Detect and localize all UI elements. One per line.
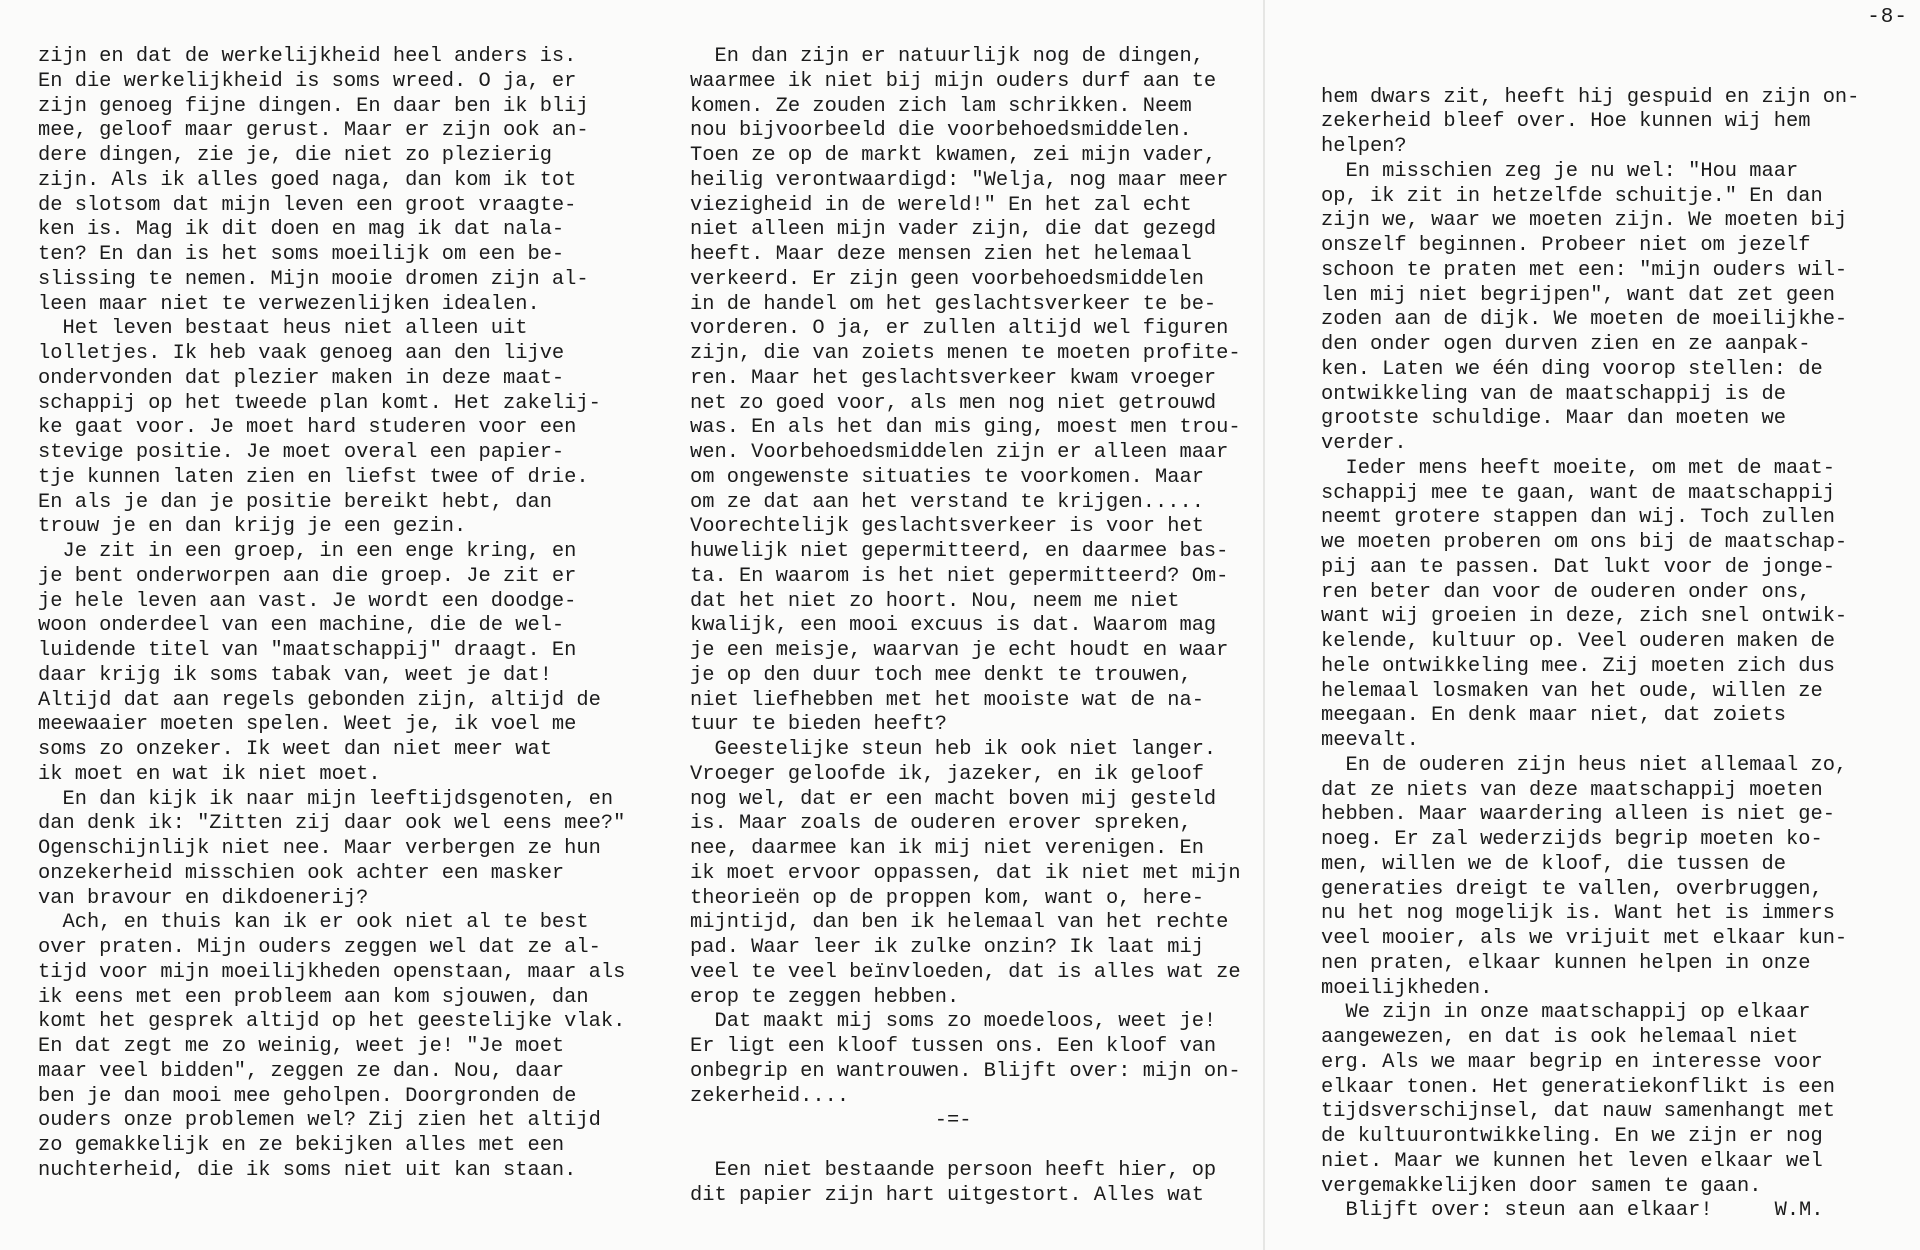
text-line: Voorechtelijk geslachtsverkeer is voor het [690, 515, 1204, 539]
text-line: komt het gesprek altijd op het geestelijke vlak. [38, 1010, 626, 1034]
text-line: kelende, kultuur op. Veel ouderen maken de [1321, 630, 1835, 653]
text-line: schappij mee te gaan, want de maatschappij [1321, 481, 1835, 505]
text-line: je op den duur toch mee denkt te trouwen, [690, 663, 1192, 687]
text-line: was. En als het dan mis ging, moest men trou- [690, 416, 1241, 440]
text-line: ik moet ervoor oppassen, dat ik niet met mijn [690, 861, 1241, 885]
text-line: Je zit in een groep, in een enge kring, en [38, 540, 577, 563]
text-line: komen. Ze zouden zich lam schrikken. Neem [690, 94, 1192, 118]
text-line: ben je dan mooi mee geholpen. Doorgronden de [38, 1084, 577, 1108]
text-line: dan denk ik: "Zitten zij daar ook wel eens mee?" [38, 812, 626, 836]
text-column-middle [690, 45, 1241, 1208]
text-line: Toen ze op de markt kwamen, zei mijn vader, [690, 144, 1217, 167]
text-line: Er ligt een kloof tussen ons. Een kloof van [690, 1035, 1217, 1058]
text-line: En die werkelijkheid is soms wreed. O ja, er [38, 69, 577, 93]
text-line: veel mooier, als we vrijuit met elkaar kun- [1321, 927, 1848, 950]
text-line: hem dwars zit, heeft hij gespuid en zijn on- [1321, 85, 1860, 109]
text-line: erop te zeggen hebben. [690, 985, 960, 1009]
text-line: leen maar niet te verwezenlijken idealen. [38, 292, 540, 316]
text-line: stevige positie. Je moet overal een papier- [38, 441, 565, 464]
text-line: We zijn in onze maatschappij op elkaar [1321, 1001, 1811, 1025]
text-line: zekerheid.... [690, 1084, 850, 1108]
text-line: En de ouderen zijn heus niet allemaal zo, [1321, 753, 1848, 777]
text-line: elkaar tonen. Het generatiekonflikt is een [1321, 1075, 1835, 1099]
text-line: zoden aan de dijk. We moeten de moeilijkhe- [1321, 308, 1848, 332]
text-line: net zo goed voor, als men nog niet getrouwd [690, 391, 1217, 415]
text-line: Vroeger geloofde ik, jazeker, en ik geloof [690, 762, 1204, 786]
text-line: zijn en dat de werkelijkheid heel anders is. [38, 45, 577, 68]
text-line: ta. En waarom is het niet gepermitteerd? Om- [690, 564, 1229, 588]
text-line: ten? En dan is het soms moeilijk om een be- [38, 243, 565, 266]
text-line: ouders onze problemen wel? Zij zien het altijd [38, 1109, 601, 1133]
text-line: veel te veel beïnvloeden, dat is alles wat ze [690, 960, 1241, 984]
text-line: tijdsverschijnsel, dat nauw samenhangt met [1321, 1100, 1835, 1124]
text-line: zijn, die van zoiets menen te moeten profite- [690, 342, 1241, 365]
text-line: schoon te praten met een: "mijn ouders wil- [1321, 258, 1848, 282]
text-line: je bent onderworpen aan die groep. Je zit er [38, 564, 577, 588]
text-line: luidende titel van "maatschappij" draagt. En [38, 639, 577, 662]
text-line: men, willen we de kloof, die tussen de [1321, 852, 1786, 876]
text-line: En misschien zeg je nu wel: "Hou maar [1321, 159, 1799, 183]
text-line: tje kunnen laten zien en liefst twee of drie. [38, 465, 589, 489]
text-line: ken is. Mag ik dit doen en mag ik dat nala- [38, 218, 565, 242]
text-line: om ongewenste situaties te voorkomen. Maar [690, 465, 1204, 489]
text-line: pij aan te passen. Dat lukt voor de jonge- [1321, 555, 1835, 579]
text-line: zo gemakkelijk en ze bekijken alles met een [38, 1134, 565, 1157]
text-line: generaties dreigt te vallen, overbruggen, [1321, 877, 1823, 901]
text-line: Ieder mens heeft moeite, om met de maat- [1321, 456, 1835, 480]
text-line: slissing te nemen. Mijn mooie dromen zijn al- [38, 267, 589, 291]
text-line: onbegrip en wantrouwen. Blijft over: mijn on- [690, 1059, 1241, 1083]
text-line: nuchterheid, die ik soms niet uit kan staan. [38, 1158, 577, 1182]
text-line: den onder ogen durven zien en ze aanpak- [1321, 333, 1811, 356]
text-line: we moeten proberen om ons bij de maatschap- [1321, 531, 1848, 554]
text-line: hebben. Maar waardering alleen is niet ge- [1321, 803, 1835, 827]
text-line: -=- [690, 1109, 972, 1133]
text-line: Altijd dat aan regels gebonden zijn, altijd de [38, 688, 601, 712]
text-line: woon onderdeel van een machine, die de wel- [38, 614, 565, 638]
text-line: moeilijkheden. [1321, 976, 1493, 1000]
text-line: in de handel om het geslachtsverkeer te be- [690, 292, 1217, 316]
text-line: ik eens met een probleem aan kom sjouwen, dan [38, 985, 589, 1009]
text-line: kwalijk, een mooi excuus is dat. Waarom mag [690, 614, 1217, 638]
text-line: viezigheid in de wereld!" En het zal echt [690, 193, 1192, 217]
text-line: verkeerd. Er zijn geen voorbehoedsmiddelen [690, 267, 1204, 291]
text-line: ondervonden dat plezier maken in deze maat- [38, 366, 565, 390]
text-line: niet. Maar we kunnen het leven elkaar wel [1321, 1149, 1823, 1173]
signature: W.M. [1774, 1199, 1824, 1223]
text-line: En als je dan je positie bereikt hebt, dan [38, 490, 552, 514]
text-line: verder. [1321, 432, 1407, 455]
text-line: niet liefhebben met het mooiste wat de na- [690, 688, 1204, 712]
text-line: dit papier zijn hart uitgestort. Alles wat [690, 1183, 1204, 1207]
text-line: nog wel, dat er een macht boven mij gesteld [690, 787, 1217, 811]
text-line: heeft. Maar deze mensen zien het helemaal [690, 243, 1192, 266]
text-line: theorieën op de proppen kom, want o, here- [690, 886, 1204, 910]
text-line: lolletjes. Ik heb vaak genoeg aan den lijve [38, 342, 565, 365]
text-line: wen. Voorbehoedsmiddelen zijn er alleen maar [690, 441, 1229, 464]
text-line: zijn genoeg fijne dingen. En daar ben ik blij [38, 94, 589, 118]
text-line: En dat zegt me zo weinig, weet je! "Je moet [38, 1035, 565, 1058]
closing-text: Blijft over: steun aan elkaar! [1321, 1199, 1713, 1223]
text-line: onzekerheid misschien ook achter een masker [38, 861, 565, 885]
text-line: nou bijvoorbeeld die voorbehoedsmiddelen. [690, 119, 1192, 143]
text-line: daar krijg ik soms tabak van, weet je dat! [38, 663, 552, 687]
text-line: nu het nog mogelijk is. Want het is immers [1321, 902, 1835, 926]
text-line: tijd voor mijn moeilijkheden openstaan, maar als [38, 960, 626, 984]
text-line: aangewezen, en dat is ook helemaal niet [1321, 1026, 1799, 1049]
text-line: helpen? [1321, 135, 1407, 158]
text-line: dat ze niets van deze maatschappij moeten [1321, 778, 1823, 802]
text-line: meewaaier moeten spelen. Weet je, ik voel me [38, 713, 577, 737]
text-line: vorderen. O ja, er zullen altijd wel figuren [690, 317, 1229, 341]
text-line: pad. Waar leer ik zulke onzin? Ik laat mij [690, 936, 1204, 959]
text-line: erg. Als we maar begrip en interesse voor [1321, 1050, 1823, 1074]
text-line: ke gaat voor. Je moet hard studeren voor een [38, 416, 577, 440]
text-line: de kultuurontwikkeling. En we zijn er nog [1321, 1125, 1823, 1148]
text-line: heilig verontwaardigd: "Welja, nog maar meer [690, 168, 1229, 192]
text-line: mijntijd, dan ben ik helemaal van het rechte [690, 911, 1229, 935]
text-line: Een niet bestaande persoon heeft hier, op [690, 1158, 1217, 1182]
text-line: want wij groeien in deze, zich snel ontwik- [1321, 605, 1848, 629]
text-line: hele ontwikkeling mee. Zij moeten zich dus [1321, 654, 1835, 678]
text-line: neemt grotere stappen dan wij. Toch zullen [1321, 506, 1835, 530]
text-line: grootste schuldige. Maar dan moeten we [1321, 407, 1786, 431]
text-line: zekerheid bleef over. Hoe kunnen wij hem [1321, 110, 1811, 134]
text-line: je hele leven aan vast. Je wordt een doodge- [38, 589, 577, 613]
text-line: om ze dat aan het verstand te krijgen..... [690, 490, 1204, 514]
text-line: En dan zijn er natuurlijk nog de dingen, [690, 45, 1204, 68]
text-line: dere dingen, zie je, die niet zo plezierig [38, 144, 552, 167]
text-line: nen praten, elkaar kunnen helpen in onze [1321, 951, 1811, 975]
text-line: len mij niet begrijpen", want dat zet geen [1321, 283, 1835, 307]
text-line: schappij op het tweede plan komt. Het zakelij- [38, 391, 601, 415]
text-line: ren. Maar het geslachtsverkeer kwam vroeger [690, 366, 1217, 390]
text-line: tuur te bieden heeft? [690, 713, 947, 737]
text-line: vergemakkelijken door samen te gaan. [1321, 1174, 1762, 1198]
text-line: over praten. Mijn ouders zeggen wel dat ze al- [38, 936, 601, 959]
text-line: dat het niet zo hoort. Nou, neem me niet [690, 589, 1180, 613]
text-line: huwelijk niet gepermitteerd, en daarmee bas- [690, 540, 1229, 563]
text-line: helemaal losmaken van het oude, willen ze [1321, 679, 1823, 703]
text-line: Dat maakt mij soms zo moedeloos, weet je! [690, 1010, 1217, 1034]
text-line: zijn. Als ik alles goed naga, dan kom ik tot [38, 168, 577, 192]
text-line: maar veel bidden", zeggen ze dan. Nou, daar [38, 1059, 565, 1083]
text-line: ren beter dan voor de ouderen onder ons, [1321, 580, 1811, 604]
text-column-left [38, 45, 625, 1184]
page-number: -8- [1867, 6, 1908, 29]
text-line: ken. Laten we één ding voorop stellen: de [1321, 357, 1823, 381]
text-column-right [1321, 36, 1859, 1224]
text-line: Het leven bestaat heus niet alleen uit [38, 317, 528, 341]
text-line: ontwikkeling van de maatschappij is de [1321, 382, 1786, 406]
text-line: is. Maar zoals de ouderen erover spreken, [690, 812, 1192, 836]
text-line: nee, daarmee kan ik mij niet verenigen. En [690, 837, 1204, 860]
text-line: je een meisje, waarvan je echt houdt en waar [690, 639, 1229, 662]
text-line: meegaan. En denk maar niet, dat zoiets [1321, 704, 1786, 728]
text-line: ik moet en wat ik niet moet. [38, 762, 381, 786]
text-line: zijn we, waar we moeten zijn. We moeten bij [1321, 209, 1848, 233]
text-line: soms zo onzeker. Ik weet dan niet meer wat [38, 738, 552, 761]
text-line: waarmee ik niet bij mijn ouders durf aan te [690, 69, 1217, 93]
text-line: van bravour en dikdoenerij? [38, 886, 369, 910]
text-line: op, ik zit in hetzelfde schuitje." En dan [1321, 184, 1823, 208]
text-line: trouw je en dan krijg je een gezin. [38, 515, 467, 539]
text-line: mee, geloof maar gerust. Maar er zijn ook an- [38, 119, 589, 143]
text-line: Ogenschijnlijk niet nee. Maar verbergen ze hun [38, 837, 601, 860]
text-line: Geestelijke steun heb ik ook niet langer. [690, 738, 1217, 761]
text-line: Ach, en thuis kan ik er ook niet al te best [38, 911, 589, 935]
text-line [690, 1134, 1241, 1159]
text-line: onszelf beginnen. Probeer niet om jezelf [1321, 234, 1811, 257]
text-line: niet alleen mijn vader zijn, die dat gezegd [690, 218, 1217, 242]
text-line: de slotsom dat mijn leven een groot vraagte- [38, 193, 577, 217]
text-line: meevalt. [1321, 729, 1419, 752]
text-line: En dan kijk ik naar mijn leeftijdsgenoten, en [38, 787, 614, 811]
text-line: noeg. Er zal wederzijds begrip moeten ko- [1321, 828, 1823, 851]
closing-line [1321, 1199, 1859, 1224]
